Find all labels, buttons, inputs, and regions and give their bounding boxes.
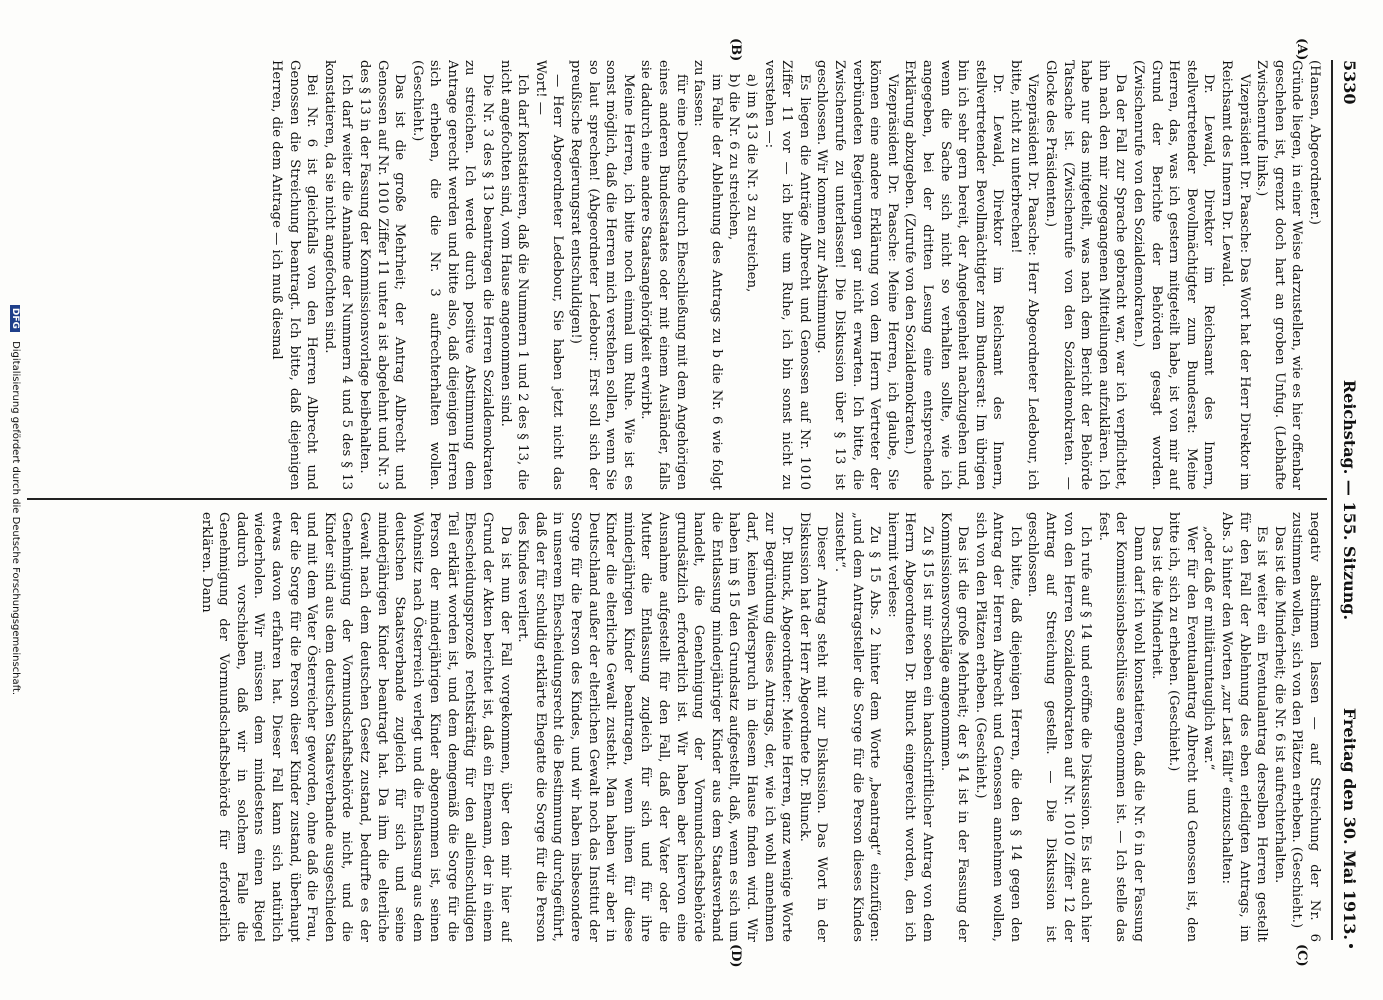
margin-letter-a: (A) bbox=[1294, 38, 1309, 61]
paragraph: im Falle der Ablehnung des Antrags zu b die Nr. 6 wie folgt zu fassen: bbox=[691, 60, 724, 490]
page-header bbox=[1337, 60, 1359, 940]
paragraph: Dr. Lewald, Direktor im Reichsamt des Innern, stellvertretender Bevollmächtigter zum Bundesrat: Im übrigen bin ich sehr gern bereit, der Angelegenheit nachzugehen und, wenn die Sache sich nicht so verhalten sollte, wie ich angegeben, bei der dritten Lesung eine entsprechende Erklärung abzugeben. (Zurufe von den Sozialdemokraten.) bbox=[902, 60, 1006, 490]
paragraph: Das ist die große Mehrheit; der Antrag Albrecht und Genossen auf Nr. 1010 Ziffer 11 unter a ist abgelehnt und Nr. 3 des § 13 in der Fassung der Kommissionsvorlage beibehalten. bbox=[356, 60, 408, 490]
paragraph: Wer für den Eventualantrag Albrecht und Genossen ist, den bitte ich, sich zu erheben. (Geschieht.) bbox=[1166, 512, 1199, 942]
speck-mark bbox=[1349, 944, 1353, 948]
paragraph: Das ist die Minderheit. bbox=[1148, 526, 1164, 680]
column-divider bbox=[27, 498, 1327, 500]
digitization-credit: Digitalisierung gefördert durch die Deutsche Forschungsgemeinschaft. bbox=[10, 341, 21, 696]
paragraph: Vizepräsident Dr. Paasche: Meine Herren, ich glaube, Sie können eine andere Erklärung von dem Herrn Vertreter der verbündeten Regierungen gar nicht erwarten. Ich bitte, die Zwischenrufe zu unterlassen! Die Diskussion über § 13 ist geschlossen. Wir kommen zur Abstimmung. bbox=[814, 60, 900, 490]
paragraph: Vizepräsident Dr. Paasche: Herr Abgeordneter Ledebour, ich bitte, nicht zu unterbrechen! bbox=[1007, 60, 1041, 490]
paragraph: Ich bitte, daß diejenigen Herren, die den § 14 gegen den Antrag der Herren Albrecht und Genossen annehmen wollen, sich von den Plätzen erheben. (Geschieht.) bbox=[972, 512, 1023, 942]
paragraph: — Herr Abgeordneter Ledebour, Sie haben jetzt nicht das Wort! — bbox=[532, 60, 566, 490]
paragraph: (Hansen, Abgeordneter.) bbox=[1307, 60, 1322, 225]
margin-letter-b: (B) bbox=[728, 38, 743, 62]
paragraph: Dann darf ich wohl konstatieren, daß die Nr. 6 in der Fassung der Kommissionsbeschlüsse angenommen ist. — Ich stelle das fest. bbox=[1095, 512, 1147, 942]
paragraph: Die Nr. 3 des § 13 beantragen die Herren Sozialdemokraten zu streichen. Ich werde durch positive Abstimmung dem Antrage gerecht werden und bitte also, daß diejenigen Herren sich erheben, die die Nr. 3 aufrechterhalten wollen. (Geschieht.) bbox=[409, 60, 496, 490]
running-title: Reichstag. — 155. Sitzung. bbox=[1340, 379, 1359, 621]
paragraph: Zu § 15 ist mir soeben ein handschriftlicher Antrag von dem Herrn Abgeordneten Dr. Blunck eingereicht worden, den ich hiermit verlese: bbox=[884, 512, 935, 942]
dfg-logo: DFG bbox=[10, 305, 20, 332]
session-date: Freitag den 30. Mai 1913. bbox=[1340, 707, 1359, 940]
paragraph: Ich darf weiter die Annahme der Nummern 4 und 5 des § 13 konstatieren, da sie nicht angefochten sind. bbox=[321, 60, 355, 490]
paragraph: Da ist nun der Fall vorgekommen, über den mir hier auf Grund der Akten berichtet ist, daß ein Ehemann, der in einem Ehescheidungsprozeß rechtskräftig für den alleinschuldigen Teil erklärt worden ist, und dem demgemäß die Sorge für die Person der minderjährigen Kinder abgenommen ist, seinen Wohnsitz nach Österreich verlegt und die Entlassung aus dem deutschen Staatsverbande zugleich für sich und seine minderjährigen Kinder beantragt hat. Da ihm die elterliche Gewalt nach dem deutschen Gesetz zustand, bedurfte es der Genehmigung der Vormundschaftsbehörde nicht, und die Kinder sind aus dem deutschen Staatsverbande ausgeschieden und mit dem Vater Österreicher geworden, ohne daß die Frau, der die Sorge für die Person dieser Kinder zustand, überhaupt etwas davon erfahren hat. Dieser Fall kann sich natürlich wiederholen. Wir müssen dem mindestens einen Riegel dadurch vorschieben, daß wir in solchem Falle die Genehmigung der Vormundschaftsbehörde für erforderlich erklären. Dann bbox=[198, 512, 513, 942]
paragraph: Dr. Lewald, Direktor im Reichsamt des Innern, stellvertretender Bevollmächtigter zum Bundesrat: Meine Herren, das, was ich gestern mitgeteilt habe, ist von mir auf Grund der Berichte der Behörden gesagt worden. (Zwischenrufe von den Sozialdemokraten.) bbox=[1131, 60, 1217, 490]
paragraph: Meine Herren, ich bitte noch einmal um Ruhe. Wie ist es sonst möglich, daß die Herren mich verstehen sollen, wenn Sie so laut sprechen! (Abgeordneter Ledebour: Erst soll sich der preußische Regierungsrat entschuldigen!) bbox=[568, 60, 636, 490]
paragraph: negativ abstimmen lassen — auf Streichung der Nr. 6 zustimmen wollen, sich von den Plätzen erheben. (Geschieht.) bbox=[1289, 512, 1322, 942]
paragraph: Es liegen die Anträge Albrecht und Genossen auf Nr. 1010 Ziffer 11 vor — ich bitte um Ruhe, ich bin sonst nicht zu verstehen —: bbox=[761, 60, 812, 490]
paragraph: Ich darf konstatieren, daß die Nummern 1 und 2 des § 13, die nicht angefochten sind, vom Hause angenommen sind. bbox=[497, 60, 531, 490]
page-footer bbox=[10, 0, 21, 1000]
paragraph: Dieser Antrag steht mit zur Diskussion. Das Wort in der Diskussion hat der Herr Abgeordnete Dr. Blunck. bbox=[796, 512, 830, 942]
right-text-column bbox=[33, 512, 1323, 942]
page-number: 5330 bbox=[1340, 60, 1359, 105]
paragraph: Dr. Blunck, Abgeordneter: Meine Herren, ganz wenige Worte zur Begründung dieses Antrags, der, wie ich wohl annehmen darf, keinen Widerspruch in diesem Hause finden wird. Wir haben im § 15 den Grundsatz aufgestellt, daß, wenn es sich um die Entlassung minderjähriger Kinder aus dem Staatsverband handelt, die Genehmigung der Vormundschaftsbehörde grundsätzlich erforderlich ist. Wir haben aber hiervon eine Ausnahme aufgestellt für den Fall, daß der Vater oder die Mutter die Entlassung zugleich für sich und für ihre minderjährigen Kinder beantragen, wenn ihnen für diese Kinder die elterliche Gewalt zusteht. Man haben wir aber in Deutschland außer der elterlichen Gewalt noch das Institut der Sorge für die Person des Kindes, und wir haben insbesondere in unserem Ehescheidungsrecht die Bestimmung durchgeführt, daß der für schuldig erklärte Ehegatte die Sorge für die Person des Kindes verliert. bbox=[515, 512, 795, 942]
paragraph: Das ist die Minderheit; die Nr. 6 ist aufrechterhalten. bbox=[1271, 526, 1287, 884]
paragraph: „oder daß er militäruntauglich war.“ bbox=[1201, 526, 1217, 771]
margin-letter-c: (C) bbox=[1294, 944, 1309, 967]
paragraph: Ich rufe auf § 14 und eröffne die Diskussion. Es ist auch hier von den Herren Sozialdemokraten auf Nr. 1010 Ziffer 12 der Antrag auf Streichung gestellt. — Die Diskussion ist geschlossen. bbox=[1025, 512, 1094, 942]
paragraph: a) im § 13 die Nr. 3 zu streichen, bbox=[744, 74, 759, 293]
paragraph: für eine Deutsche durch Eheschließung mit dem Angehörigen eines anderen Bundesstaates oder mit einem Ausländer, falls sie dadurch eine andere Staatsangehörigkeit erwirbt. bbox=[638, 60, 689, 490]
paragraph: Gründe liegen, in einer Weise darzustellen, wie es hier offenbar geschehen ist, grenzt doch hart an groben Unfug. (Lebhafte Zwischenrufe links.) bbox=[1254, 60, 1305, 490]
paragraph: Vizepräsident Dr. Paasche: Das Wort hat der Herr Direktor im Reichsamt des Innern Dr. Lewald. bbox=[1219, 60, 1252, 490]
left-text-column bbox=[33, 60, 1323, 490]
paragraph: Das ist die große Mehrheit; der § 14 ist in der Fassung der Kommissionsvorschläge angenommen. bbox=[937, 512, 971, 942]
header-rule bbox=[1331, 60, 1333, 940]
margin-letter-d: (D) bbox=[728, 944, 743, 968]
paragraph: Da der Fall zur Sprache gebracht war, war ich verpflichtet, ihn nach den mir zugegangenen Mitteilungen aufzuklären. Ich habe nur das mitgeteilt, was nach dem Bericht der Behörde Tatsache ist. (Zwischenrufe von den Sozialdemokraten. — Glocke des Präsidenten.) bbox=[1043, 60, 1129, 490]
paragraph: Es ist weiter ein Eventualantrag derselben Herren gestellt für den Fall der Ablehnung des eben erledigten Antrags, im Abs. 3 hinter den Worten „zur Last fällt“ einzuschalten: bbox=[1219, 512, 1270, 942]
paragraph: Zu § 15 Abs. 2 hinter dem Worte „beantragt“ einzufügen: „und dem Antragsteller die Sorge für die Person dieses Kindes zusteht“. bbox=[831, 512, 883, 942]
paragraph: Bei Nr. 6 ist gleichfalls von den Herren Albrecht und Genossen die Streichung beantragt. Ich bitte, daß diejenigen Herren, die dem Antrage — ich muß diesmal bbox=[268, 60, 320, 490]
paragraph: b) die Nr. 6 zu streichen, bbox=[726, 74, 742, 241]
